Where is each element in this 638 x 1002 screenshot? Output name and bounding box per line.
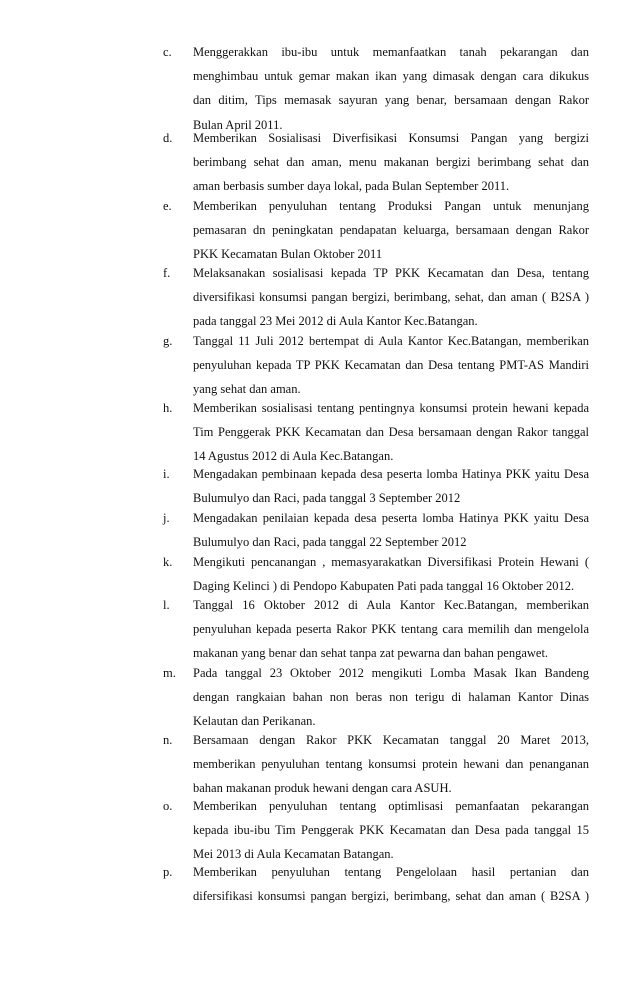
text-line: Bulumulyo dan Raci, pada tanggal 3 September 2012 [193, 491, 461, 506]
text-line: Tanggal 11 Juli 2012 bertempat di Aula Kantor Kec.Batangan, memberikan [193, 334, 589, 348]
list-marker: c. [163, 45, 172, 59]
list-marker: k. [163, 555, 173, 569]
list-marker: o. [163, 799, 173, 813]
text-line: Memberikan penyuluhan tentang optimlisasi pemanfaatan pekarangan [193, 799, 589, 813]
text-line: penyuluhan kepada TP PKK Kecamatan dan Desa tentang PMT-AS Mandiri [193, 358, 589, 373]
list-marker: i. [163, 467, 170, 481]
text-line: Pada tanggal 23 Oktober 2012 mengikuti Lomba Masak Ikan Bandeng [193, 666, 589, 680]
list-marker: f. [163, 266, 171, 280]
text-line: Memberikan penyuluhan tentang Produksi Pangan untuk menunjang [193, 199, 589, 213]
text-line: dan ditim, Tips memasak sayuran yang benar, bersamaan dengan Rakor [193, 93, 589, 108]
text-line: Mengikuti pencanangan , memasyarakatkan Diversifikasi Protein Hewani ( [193, 555, 589, 569]
text-line: Daging Kelinci ) di Pendopo Kabupaten Pati pada tanggal 16 Oktober 2012. [193, 579, 575, 594]
text-line: yang sehat dan aman. [193, 382, 301, 397]
text-line: difersifikasi konsumsi pangan bergizi, berimbang, sehat dan aman ( B2SA ) [193, 889, 589, 904]
text-line: Memberikan sosialisasi tentang pentingnya konsumsi protein hewani kepada [193, 401, 589, 415]
text-line: berimbang sehat dan aman, menu makanan bergizi berimbang sehat dan [193, 155, 589, 170]
text-line: bahan makanan produk hewani dengan cara ASUH. [193, 781, 452, 796]
list-marker: h. [163, 401, 173, 415]
text-line: Melaksanakan sosialisasi kepada TP PKK Kecamatan dan Desa, tentang [193, 266, 589, 280]
list-marker: l. [163, 598, 170, 612]
list-marker: g. [163, 334, 173, 348]
text-line: 14 Agustus 2012 di Aula Kec.Batangan. [193, 449, 394, 464]
list-marker: n. [163, 733, 173, 747]
list-marker: j. [163, 511, 170, 525]
text-line: Bulumulyo dan Raci, pada tanggal 22 September 2012 [193, 535, 467, 550]
text-line: Bersamaan dengan Rakor PKK Kecamatan tanggal 20 Maret 2013, [193, 733, 589, 747]
text-line: pemasaran dn peningkatan pendapatan keluarga, bersamaan dengan Rakor [193, 223, 589, 238]
text-line: PKK Kecamatan Bulan Oktober 2011 [193, 247, 383, 262]
text-line: kepada ibu-ibu Tim Penggerak PKK Kecamatan dan Desa pada tanggal 15 [193, 823, 589, 838]
text-line: dengan rangkaian bahan non beras non terigu di halaman Kantor Dinas [193, 690, 589, 705]
list-marker: m. [163, 666, 176, 680]
list-marker: p. [163, 865, 173, 879]
list-marker: d. [163, 131, 173, 145]
text-line: Memberikan Sosialisasi Diverfisikasi Konsumsi Pangan yang bergizi [193, 131, 589, 145]
text-line: memberikan penyuluhan tentang konsumsi protein hewani dan penanganan [193, 757, 589, 772]
text-line: penyuluhan kepada peserta Rakor PKK tentang cara memilih dan mengelola [193, 622, 589, 637]
text-line: Bulan April 2011. [193, 117, 283, 132]
text-line: makanan yang benar dan sehat tanpa zat pewarna dan bahan pengawet. [193, 646, 549, 661]
text-line: Mengadakan penilaian kepada desa peserta lomba Hatinya PKK yaitu Desa [193, 511, 589, 525]
text-line: diversifikasi konsumsi pangan bergizi, berimbang, sehat, dan aman ( B2SA ) [193, 290, 589, 305]
text-line: pada tanggal 23 Mei 2012 di Aula Kantor Kec.Batangan. [193, 314, 478, 329]
text-line: Tanggal 16 Oktober 2012 di Aula Kantor Kec.Batangan, memberikan [193, 598, 589, 612]
list-marker: e. [163, 199, 172, 213]
text-line: Tim Penggerak PKK Kecamatan dan Desa bersamaan dengan Rakor tanggal [193, 425, 589, 440]
text-line: Memberikan penyuluhan tentang Pengelolaan hasil pertanian dan [193, 865, 589, 879]
text-line: Kelautan dan Perikanan. [193, 714, 316, 729]
text-line: Mei 2013 di Aula Kecamatan Batangan. [193, 847, 394, 862]
text-line: Mengadakan pembinaan kepada desa peserta lomba Hatinya PKK yaitu Desa [193, 467, 589, 481]
text-line: menghimbau untuk gemar makan ikan yang dimasak dengan cara dikukus [193, 69, 589, 84]
text-line: Menggerakkan ibu-ibu untuk memanfaatkan tanah pekarangan dan [193, 45, 589, 59]
text-line: aman berbasis sumber daya lokal, pada Bulan September 2011. [193, 179, 510, 194]
